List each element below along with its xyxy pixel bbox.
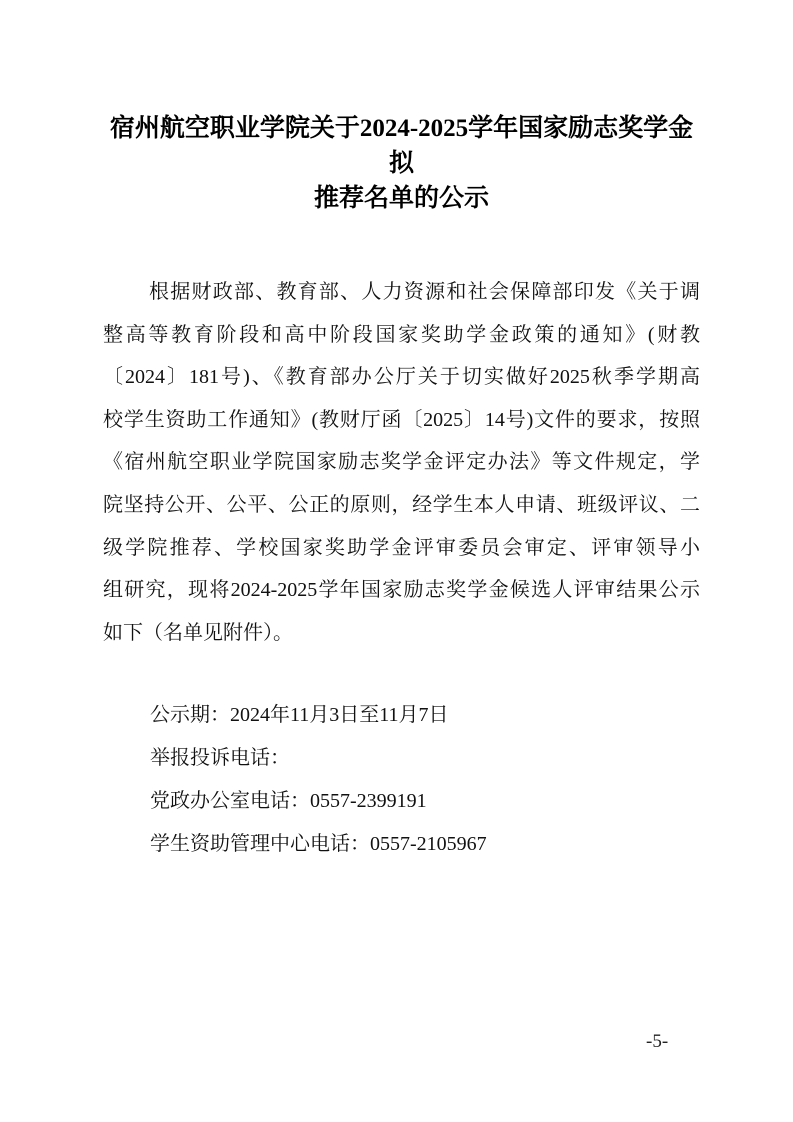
document-title-line2: 推荐名单的公示 bbox=[313, 185, 489, 212]
document-title bbox=[103, 111, 700, 216]
paragraph-line: 级学院推荐、学校国家奖助学金评审委员会审定、评审领导小 bbox=[103, 536, 700, 559]
report-phone-line: 举报投诉电话： bbox=[150, 747, 290, 770]
paragraph-line: 组研究，现将2024-2025学年国家励志奖学金候选人评审结果公示 bbox=[103, 579, 700, 602]
aid-center-phone-line: 学生资助管理中心电话：0557-2105967 bbox=[150, 833, 487, 856]
body-paragraph bbox=[103, 271, 700, 654]
paragraph-line: 《宿州航空职业学院国家励志奖学金评定办法》等文件规定，学 bbox=[103, 451, 700, 474]
paragraph-line: 如下（名单见附件）。 bbox=[103, 621, 293, 644]
paragraph-line: 〔2024〕181号)、《教育部办公厅关于切实做好2025秋季学期高 bbox=[103, 366, 700, 389]
office-phone-line: 党政办公室电话：0557-2399191 bbox=[150, 790, 427, 813]
paragraph-line: 校学生资助工作通知》(教财厅函〔2025〕14号)文件的要求，按照 bbox=[103, 408, 700, 431]
paragraph-line: 整高等教育阶段和高中阶段国家奖助学金政策的通知》(财教 bbox=[103, 323, 700, 346]
page-number: -5- bbox=[646, 1031, 669, 1052]
document-page bbox=[103, 0, 700, 866]
document-title-line1: 宿州航空职业学院关于2024-2025学年国家励志奖学金拟 bbox=[109, 115, 694, 177]
contact-info-block bbox=[103, 694, 700, 866]
paragraph-line: 院坚持公开、公平、公正的原则，经学生本人申请、班级评议、二 bbox=[103, 493, 700, 516]
publicity-period-line: 公示期：2024年11月3日至11月7日 bbox=[150, 704, 449, 727]
paragraph-line: 根据财政部、教育部、人力资源和社会保障部印发《关于调 bbox=[149, 281, 700, 303]
